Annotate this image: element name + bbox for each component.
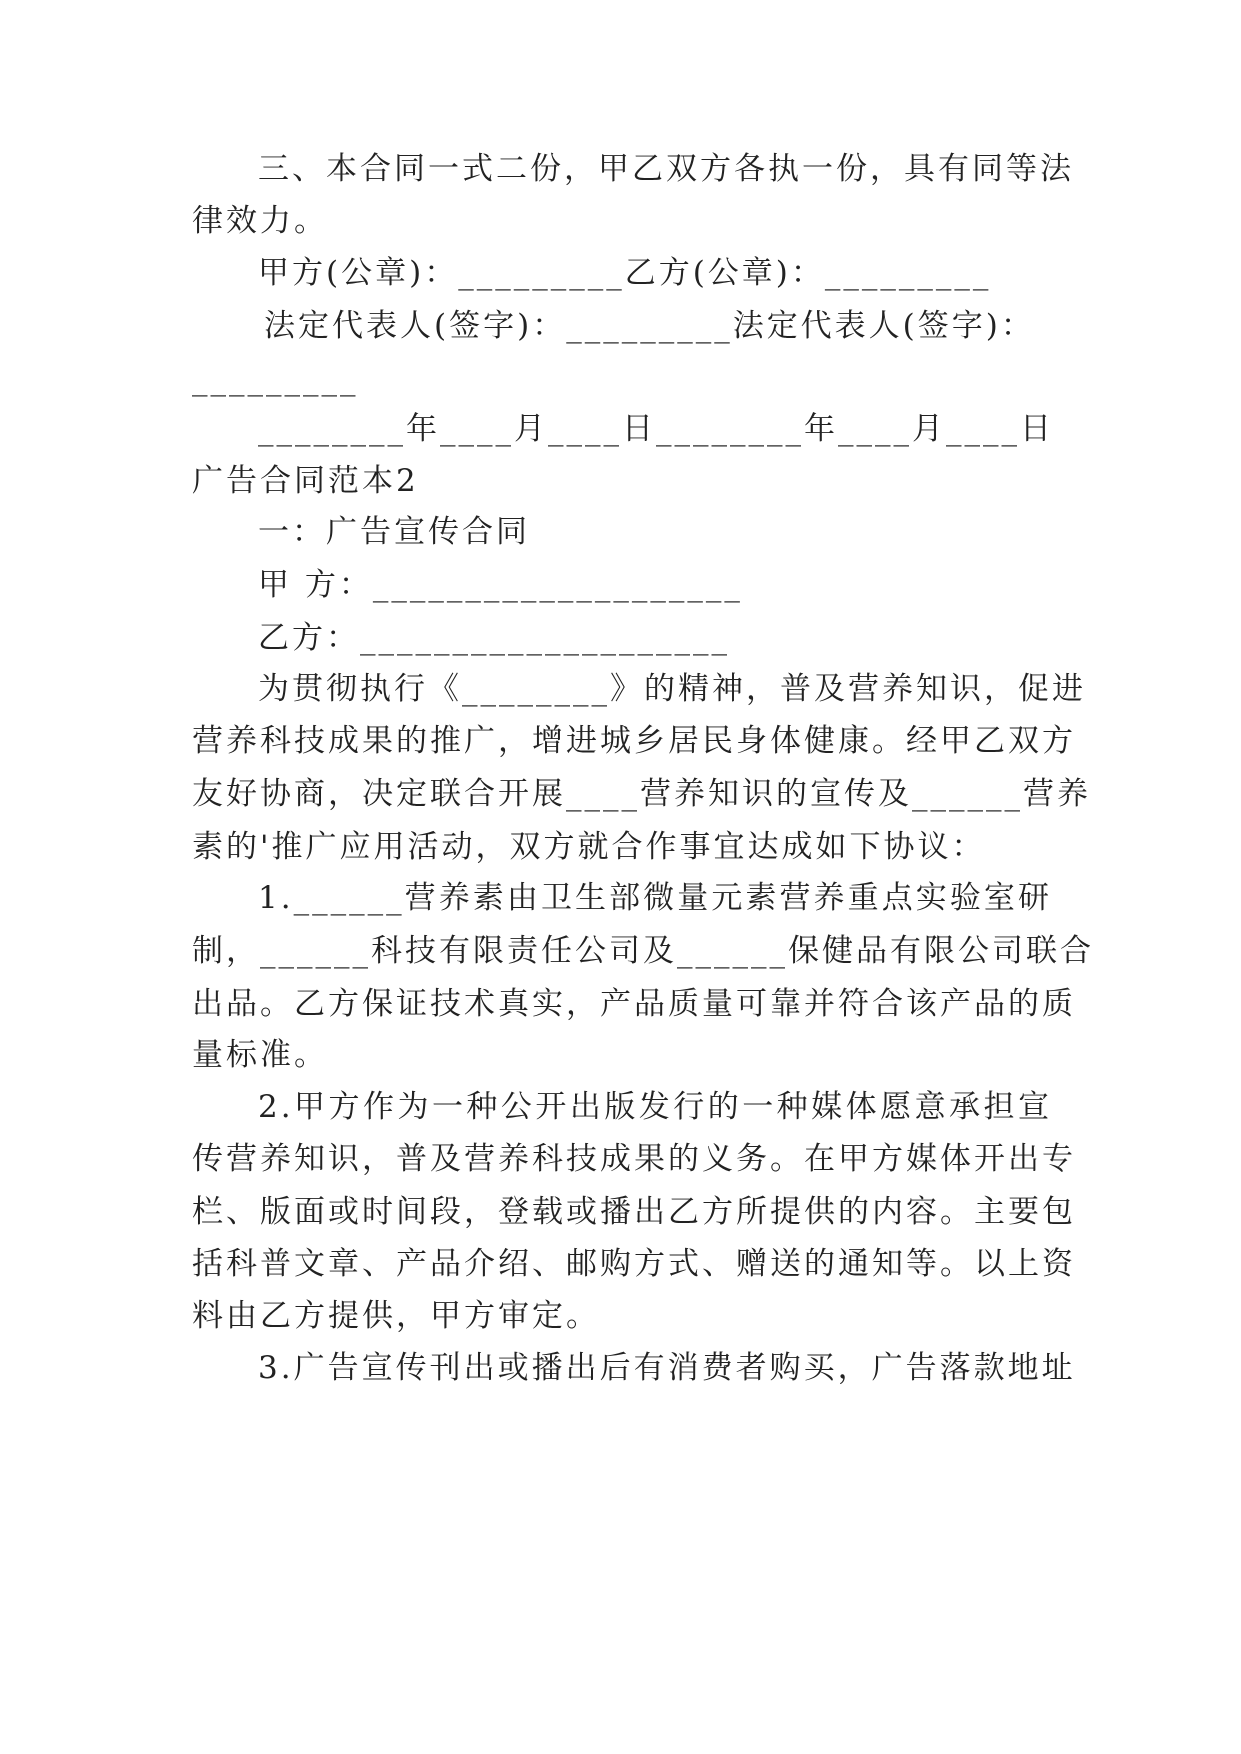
preamble-line-4: 素的'推广应用活动，双方就合作事宜达成如下协议： xyxy=(192,829,986,865)
party-a-line: 甲 方：____________________ xyxy=(258,567,743,603)
item-2-line-4: 括科普文章、产品介绍、邮购方式、赠送的通知等。以上资 xyxy=(192,1246,1076,1282)
seal-line: 甲方(公章)：_________乙方(公章)：_________ xyxy=(258,255,992,291)
date-line: ________年____月____日________年____月____日 xyxy=(258,411,1054,447)
clause-3-line-2: 律效力。 xyxy=(192,203,328,239)
preamble-line-2: 营养科技成果的推广，增进城乡居民身体健康。经甲乙双方 xyxy=(192,723,1076,759)
preamble-line-3: 友好协商，决定联合开展____营养知识的宣传及______营养 xyxy=(192,776,1091,812)
section-heading: 广告合同范本2 xyxy=(192,463,419,499)
contract-type-line: 一：广告宣传合同 xyxy=(258,514,530,550)
representative-blank-line: _________ xyxy=(192,361,359,397)
item-1-line-1: 1.______营养素由卫生部微量元素营养重点实验室研 xyxy=(258,880,1052,916)
item-2-line-1: 2.甲方作为一种公开出版发行的一种媒体愿意承担宣 xyxy=(258,1089,1052,1125)
item-1-line-2: 制，______科技有限责任公司及______保健品有限公司联合 xyxy=(192,933,1094,969)
representative-line: 法定代表人(签字)：_________法定代表人(签字)： xyxy=(264,308,1035,344)
item-3-line-1: 3.广告宣传刊出或播出后有消费者购买，广告落款地址 xyxy=(258,1350,1076,1386)
clause-3-line-1: 三、本合同一式二份，甲乙双方各执一份，具有同等法 xyxy=(258,151,1074,187)
item-1-line-4: 量标准。 xyxy=(192,1037,328,1073)
item-2-line-3: 栏、版面或时间段，登载或播出乙方所提供的内容。主要包 xyxy=(192,1194,1076,1230)
preamble-line-1: 为贯彻执行《________》的精神，普及营养知识，促进 xyxy=(258,671,1086,707)
party-b-line: 乙方：____________________ xyxy=(258,620,730,656)
item-2-line-2: 传营养知识，普及营养科技成果的义务。在甲方媒体开出专 xyxy=(192,1141,1076,1177)
item-2-line-5: 料由乙方提供，甲方审定。 xyxy=(192,1298,600,1334)
item-1-line-3: 出品。乙方保证技术真实，产品质量可靠并符合该产品的质 xyxy=(192,986,1076,1022)
